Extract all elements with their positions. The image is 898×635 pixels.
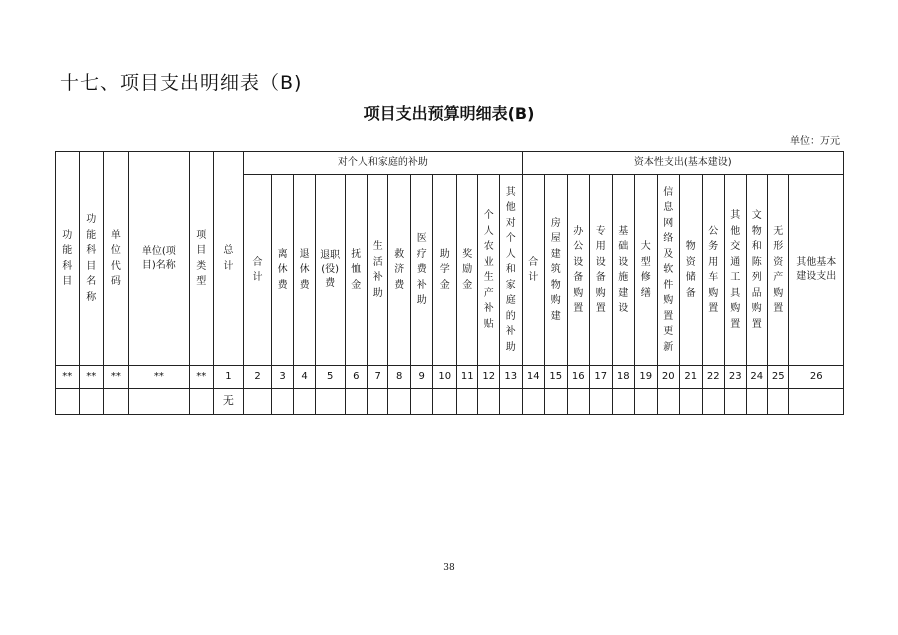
index-cell: 8	[388, 366, 411, 389]
index-cell: 2	[244, 366, 272, 389]
header-personal-col: 个人农业生产补贴	[478, 175, 499, 366]
index-cell: 21	[680, 366, 703, 389]
header-unit-code: 单位代码	[104, 152, 129, 366]
index-cell: 26	[789, 366, 844, 389]
page-number: 38	[443, 563, 455, 573]
header-capital-col: 信息网络及软件购置更新	[657, 175, 680, 366]
index-cell: 15	[545, 366, 568, 389]
index-cell: **	[128, 366, 189, 389]
table-title: 项目支出预算明细表(B)	[363, 104, 535, 123]
index-cell: 24	[746, 366, 767, 389]
header-personal-col: 生活补助	[368, 175, 388, 366]
data-cell	[545, 389, 568, 415]
data-cell	[499, 389, 522, 415]
unit-label: 单位：万元	[790, 136, 840, 147]
index-cell: 10	[433, 366, 457, 389]
data-cell	[635, 389, 658, 415]
data-cell	[433, 389, 457, 415]
header-capital-group: 资本性支出(基本建设)	[522, 152, 843, 175]
header-project-type: 项目类型	[190, 152, 214, 366]
header-total: 总计	[213, 152, 244, 366]
index-cell: 4	[294, 366, 315, 389]
index-cell: 6	[345, 366, 368, 389]
data-cell	[478, 389, 499, 415]
header-capital-col: 无形资产购置	[767, 175, 788, 366]
group-header-row	[56, 152, 844, 175]
data-cell	[680, 389, 703, 415]
data-cell	[767, 389, 788, 415]
data-cell	[271, 389, 294, 415]
index-cell: 17	[590, 366, 613, 389]
data-cell	[746, 389, 767, 415]
index-cell: 9	[410, 366, 433, 389]
index-cell: 18	[612, 366, 635, 389]
header-personal-col: 救济费	[388, 175, 411, 366]
header-personal-col: 退休费	[294, 175, 315, 366]
index-cell: 1	[213, 366, 244, 389]
header-func-code: 功能科目	[56, 152, 80, 366]
data-cell	[567, 389, 590, 415]
data-cell	[456, 389, 477, 415]
header-capital-col: 文物和陈列品购置	[746, 175, 767, 366]
budget-detail-table	[55, 151, 844, 415]
index-cell: **	[104, 366, 129, 389]
header-personal-col: 医疗费补助	[410, 175, 433, 366]
index-cell: 23	[725, 366, 746, 389]
header-unit-name: 单位(项目)名称	[128, 152, 189, 366]
header-capital-col: 专用设备购置	[590, 175, 613, 366]
data-cell	[104, 389, 129, 415]
data-cell	[315, 389, 345, 415]
header-personal-col: 抚恤金	[345, 175, 368, 366]
index-cell: 5	[315, 366, 345, 389]
column-index-row	[56, 366, 844, 389]
data-cell	[522, 389, 545, 415]
data-cell	[128, 389, 189, 415]
data-cell	[612, 389, 635, 415]
header-capital-col: 房屋建筑物购建	[545, 175, 568, 366]
index-cell: 7	[368, 366, 388, 389]
data-cell	[56, 389, 80, 415]
data-cell	[244, 389, 272, 415]
index-cell: 19	[635, 366, 658, 389]
header-func-name: 功能科目名称	[79, 152, 104, 366]
header-capital-col: 基础设施建设	[612, 175, 635, 366]
index-cell: 12	[478, 366, 499, 389]
data-cell	[789, 389, 844, 415]
header-capital-col: 办公设备购置	[567, 175, 590, 366]
index-cell: **	[56, 366, 80, 389]
index-cell: 11	[456, 366, 477, 389]
data-cell	[702, 389, 725, 415]
table-row	[56, 389, 844, 415]
data-cell	[294, 389, 315, 415]
data-cell	[368, 389, 388, 415]
header-capital-col: 物资储备	[680, 175, 703, 366]
index-cell: 16	[567, 366, 590, 389]
data-cell	[190, 389, 214, 415]
data-cell	[590, 389, 613, 415]
data-cell	[388, 389, 411, 415]
header-capital-col: 公务用车购置	[702, 175, 725, 366]
data-cell-total: 无	[213, 389, 244, 415]
header-capital-col: 其他基本建设支出	[789, 175, 844, 366]
index-cell: 3	[271, 366, 294, 389]
header-capital-col: 其他交通工具购置	[725, 175, 746, 366]
header-personal-col: 助学金	[433, 175, 457, 366]
header-personal-col: 离休费	[271, 175, 294, 366]
header-personal-col: 其他对个人和家庭的补助	[499, 175, 522, 366]
index-cell: **	[190, 366, 214, 389]
data-cell	[725, 389, 746, 415]
header-capital-col: 大型修缮	[635, 175, 658, 366]
index-cell: 22	[702, 366, 725, 389]
data-cell	[410, 389, 433, 415]
header-personal-col: 退职(役)费	[315, 175, 345, 366]
section-heading: 十七、项目支出明细表（B)	[60, 72, 303, 94]
index-cell: 13	[499, 366, 522, 389]
index-cell: **	[79, 366, 104, 389]
data-cell	[345, 389, 368, 415]
header-personal-col: 合计	[244, 175, 272, 366]
header-personal-col: 奖励金	[456, 175, 477, 366]
index-cell: 14	[522, 366, 545, 389]
index-cell: 25	[767, 366, 788, 389]
data-cell	[79, 389, 104, 415]
header-capital-col: 合计	[522, 175, 545, 366]
header-personal-group: 对个人和家庭的补助	[244, 152, 522, 175]
index-cell: 20	[657, 366, 680, 389]
data-cell	[657, 389, 680, 415]
